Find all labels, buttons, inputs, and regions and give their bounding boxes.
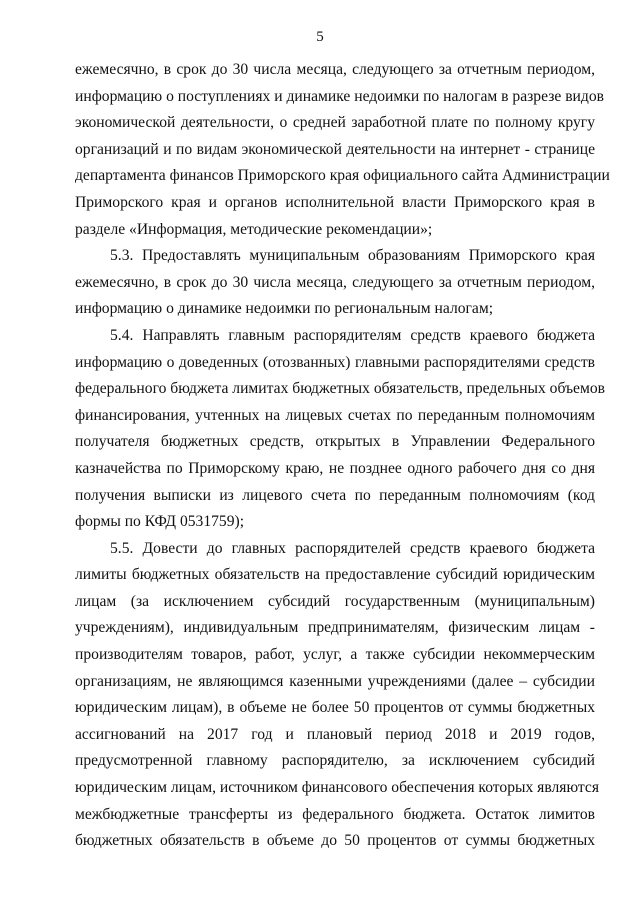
text-line: казначейства по Приморскому краю, не позднее одного рабочего дня со дня [75, 459, 595, 477]
paragraph-item-5-3 [75, 243, 595, 323]
text-line: лицам (за исключением субсидий государственным (муниципальным) [75, 592, 595, 610]
text-line: юридическим лицам), в объеме не более 50 процентов от суммы бюджетных [75, 699, 595, 717]
text-line: финансирования, учтенных на лицевых счетах по переданным полномочиям [75, 406, 595, 424]
text-line: межбюджетные трансферты из федерального бюджета. Остаток лимитов [75, 805, 595, 823]
document-body [75, 57, 610, 855]
page-number: 5 [316, 29, 324, 45]
text-line: предусмотренной главному распорядителю, за исключением субсидий [75, 752, 595, 770]
text-line: ассигнований на 2017 год и плановый период 2018 и 2019 годов, [75, 725, 595, 743]
text-line: экономической деятельности, о средней заработной плате по полному кругу [75, 114, 595, 132]
paragraph-item-5-4 [75, 323, 606, 536]
text-line: юридическим лицам, источником финансового обеспечения которых являются [75, 779, 600, 797]
text-line: ежемесячно, в срок до 30 числа месяца, следующего за отчетным периодом, [75, 273, 595, 291]
text-line: получения выписки из лицевого счета по переданным полномочиям (код [75, 486, 595, 504]
text-line: департамента финансов Приморского края официального сайта Администрации [75, 167, 610, 185]
text-line: лимиты бюджетных обязательств на предоставление субсидий юридическим [75, 566, 595, 584]
text-line: 5.5. Довести до главных распорядителей средств краевого бюджета [110, 539, 595, 557]
text-line: бюджетных обязательств в объеме до 50 процентов от суммы бюджетных [75, 832, 595, 850]
text-line: формы по КФД 0531759); [75, 513, 245, 531]
text-line: Приморского края и органов исполнительной власти Приморского края в [75, 193, 595, 211]
text-line: организаций и по видам экономической деятельности на интернет - странице [75, 140, 595, 158]
text-line: разделе «Информация, методические рекомендации»; [75, 220, 433, 238]
text-line: федерального бюджета лимитах бюджетных обязательств, предельных объемов [75, 380, 606, 398]
text-line: 5.4. Направлять главным распорядителям средств краевого бюджета [110, 326, 595, 344]
text-line: организациям, не являющимся казенными учреждениями (далее – субсидии [75, 672, 595, 690]
text-line: получателя бюджетных средств, открытых в Управлении Федерального [75, 433, 595, 451]
text-line: информацию о динамике недоимки по региональным налогам; [75, 300, 494, 318]
text-line: информацию о поступлениях и динамике недоимки по налогам в разрезе видов [75, 87, 604, 105]
text-line: учреждениям), индивидуальным предпринимателям, физическим лицам - [75, 619, 595, 637]
paragraph-continuation [75, 57, 610, 243]
text-line: ежемесячно, в срок до 30 числа месяца, следующего за отчетным периодом, [75, 61, 595, 78]
text-line: 5.3. Предоставлять муниципальным образованиям Приморского края [110, 247, 595, 265]
text-line: производителям товаров, работ, услуг, а также субсидии некоммерческим [75, 646, 595, 664]
paragraph-item-5-5 [75, 536, 600, 855]
text-line: информацию о доведенных (отозванных) главными распорядителями средств [75, 353, 595, 371]
